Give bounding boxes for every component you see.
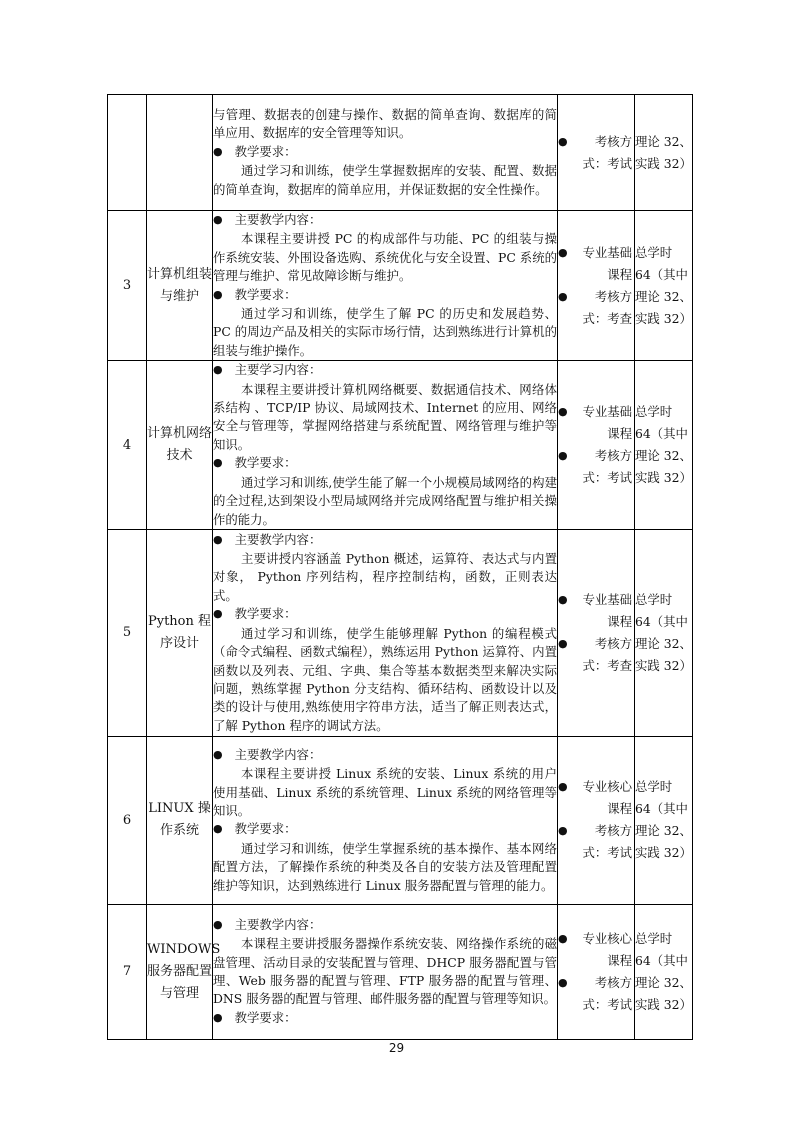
content-heading (213, 1009, 557, 1028)
content-heading (213, 211, 557, 230)
category-text: 考核方式：考试 (582, 133, 632, 171)
bullet-icon: ● (213, 532, 223, 546)
category-text: 专业核心课程 (582, 930, 632, 968)
content-heading (213, 361, 557, 380)
content-paragraph (213, 840, 557, 895)
content-heading (213, 820, 557, 839)
course-hours (635, 361, 693, 530)
hours-line: 总学时 (635, 591, 673, 607)
content-text: 主要学习内容： (234, 362, 322, 378)
course-category (558, 95, 635, 211)
bullet-icon: ● (213, 213, 223, 226)
hours-line: 实践 32） (635, 470, 692, 486)
category-item (558, 401, 634, 445)
bullet-icon: ● (558, 449, 568, 463)
content-text: 通过学习和训练，使学生掌握系统的基本操作、基本网络配置方法，了解操作系统的种类及各自的安装方法及管理配置维护等知识，达到熟练进行 Linux 服务器配置与管理的能力。 (213, 840, 557, 893)
content-heading (213, 916, 557, 935)
hours-line: 理论 32、 (635, 823, 692, 839)
bullet-icon: ● (558, 245, 568, 259)
category-item (558, 776, 634, 820)
course-name: LINUX 操作系统 (147, 736, 213, 904)
content-heading (213, 286, 557, 305)
category-text: 考核方式：考试 (582, 448, 632, 486)
course-row (108, 904, 693, 1039)
hours-line: 64（其中 (635, 266, 688, 282)
content-text: 通过学习和训练，使学生了解 PC 的历史和发展趋势、PC 的周边产品及相关的实际市场行情，达到熟练进行计算机的组装与维护操作。 (213, 306, 557, 358)
course-number (108, 95, 147, 211)
hours-line: 实践 32） (635, 310, 692, 326)
hours-line: 64（其中 (635, 426, 688, 442)
content-text: 本课程主要讲授 PC 的构成部件与功能、PC 的组装与操作系统安装、外围设备选购、系统优化与安全设置、PC 系统的管理与维护、常见故障诊断与维护。 (213, 231, 557, 284)
course-name: 计算机网络技术 (147, 361, 213, 530)
hours-line: 理论 32、 (635, 974, 692, 990)
bullet-icon: ● (213, 822, 223, 836)
category-item (558, 928, 634, 972)
hours-line: 实践 32） (635, 996, 692, 1012)
content-paragraph (213, 106, 557, 143)
bullet-icon: ● (558, 931, 568, 945)
content-heading (213, 605, 557, 624)
bullet-icon: ● (213, 747, 223, 761)
content-text: 教学要求： (234, 143, 297, 159)
course-row (108, 736, 693, 904)
content-text: 与管理、数据表的创建与操作、数据的简单查询、数据库的简单应用、数据库的安全管理等知识。 (213, 106, 557, 141)
bullet-icon: ● (558, 824, 568, 838)
content-paragraph (213, 625, 557, 735)
content-text: 通过学习和训练，使学生掌握数据库的安装、配置、数据的简单查询，数据库的简单应用，并保证数据的安全性操作。 (213, 163, 557, 197)
bullet-icon: ● (213, 456, 223, 470)
content-text: 主要教学内容： (234, 916, 322, 932)
content-paragraph (213, 550, 557, 605)
content-text: 通过学习和训练，使学生能够理解 Python 的编程模式（命令式编程、函数式编程），熟练运用 Python 运算符、内置函数以及列表、元组、字典、集合等基本数据类型来解决实际问题，熟练掌握 Python 分支结构、循环结构、函数设计以及类的设计与使用,熟练使用字符串方法，适当了解正则表达式，了解 Python 程序的调试方法。 (213, 625, 557, 733)
category-text: 专业核心课程 (582, 779, 632, 817)
hours-line: 64（其中 (635, 613, 688, 629)
content-heading (213, 746, 557, 765)
course-table-body (108, 95, 693, 1040)
course-row (108, 211, 693, 361)
bullet-icon: ● (558, 592, 568, 606)
course-name: WINDOWS 服务器配置与管理 (147, 904, 213, 1039)
category-item (558, 972, 634, 1016)
course-hours (635, 904, 693, 1039)
hours-line: 理论 32、 (635, 635, 692, 651)
course-content (213, 529, 558, 736)
content-text: 教学要求： (234, 286, 297, 302)
hours-line: 理论 32、 (635, 133, 692, 149)
content-text: 教学要求： (234, 1009, 297, 1025)
hours-line: 实践 32） (635, 155, 692, 171)
hours-line: 总学时 (635, 779, 673, 795)
course-content (213, 361, 558, 530)
course-content (213, 736, 558, 904)
course-number: 5 (108, 529, 147, 736)
category-text: 专业基础课程 (582, 404, 632, 442)
hours-line: 总学时 (635, 930, 673, 946)
course-number: 7 (108, 904, 147, 1039)
content-paragraph (213, 765, 557, 820)
hours-line: 理论 32、 (635, 448, 692, 464)
category-item (558, 286, 634, 330)
course-name (147, 95, 213, 211)
course-content (213, 904, 558, 1039)
course-category (558, 361, 635, 530)
hours-line: 总学时 (635, 244, 673, 260)
content-text: 本课程主要讲授计算机网络概要、数据通信技术、网络体系结构 、TCP/IP 协议、局域网技术、Internet 的应用、网络安全与管理等，掌握网络搭建与系统配置、网络管理与维护等知识。 (213, 381, 557, 452)
content-text: 主要教学内容： (234, 746, 322, 762)
bullet-icon: ● (213, 1010, 223, 1024)
content-heading (213, 531, 557, 550)
content-paragraph (213, 474, 557, 529)
bullet-icon: ● (558, 780, 568, 794)
bullet-icon: ● (558, 289, 568, 303)
bullet-icon: ● (213, 363, 223, 377)
content-text: 通过学习和训练,使学生能了解一个小规模局域网络的构建的全过程,达到架设小型局域网络并完成网络配置与维护相关操作的能力。 (213, 474, 557, 527)
category-item (558, 589, 634, 633)
category-text: 考核方式：考试 (582, 974, 632, 1012)
course-number: 4 (108, 361, 147, 530)
course-category (558, 529, 635, 736)
course-name: 计算机组装与维护 (147, 211, 213, 361)
category-text: 专业基础课程 (582, 244, 632, 282)
content-paragraph (213, 162, 557, 199)
bullet-icon: ● (213, 144, 223, 158)
category-text: 考核方式：考查 (582, 288, 632, 326)
content-text: 主要教学内容： (234, 531, 322, 547)
bullet-icon: ● (558, 134, 568, 148)
content-text: 教学要求： (234, 821, 297, 837)
content-heading (213, 454, 557, 473)
course-row (108, 361, 693, 530)
category-item (558, 820, 634, 864)
content-text: 主要讲授内容涵盖 Python 概述，运算符、表达式与内置对象， Python 序列结构，程序控制结构，函数，正则表达式。 (213, 551, 557, 603)
course-hours (635, 529, 693, 736)
course-table (107, 94, 693, 1040)
bullet-icon: ● (558, 405, 568, 419)
bullet-icon: ● (558, 636, 568, 650)
course-hours (635, 736, 693, 904)
course-row (108, 95, 693, 211)
course-content (213, 95, 558, 211)
content-text: 本课程主要讲授服务器操作系统安装、网络操作系统的磁盘管理、活动目录的安装配置与管理、DHCP 服务器配置与管理、Web 服务器的配置与管理、FTP 服务器的配置与管理、DNS 服务器的配置与管理、邮件服务器的配置与管理等知识。 (213, 936, 557, 1007)
content-text: 本课程主要讲授 Linux 系统的安装、Linux 系统的用户使用基础、Linux 系统的系统管理、Linux 系统的网络管理等知识。 (213, 766, 557, 818)
course-number: 6 (108, 736, 147, 904)
content-text: 教学要求： (234, 455, 297, 471)
course-content (213, 211, 558, 361)
hours-line: 64（其中 (635, 952, 688, 968)
content-text: 教学要求： (234, 606, 297, 622)
hours-line: 理论 32、 (635, 288, 692, 304)
page-number: 29 (388, 1041, 405, 1055)
hours-line: 实践 32） (635, 657, 692, 673)
category-text: 考核方式：考试 (582, 823, 632, 861)
course-category (558, 736, 635, 904)
content-paragraph (213, 230, 557, 285)
hours-line: 64（其中 (635, 801, 688, 817)
course-row (108, 529, 693, 736)
course-hours (635, 95, 693, 211)
bullet-icon: ● (213, 287, 223, 301)
category-item (558, 242, 634, 286)
course-hours (635, 211, 693, 361)
hours-line: 实践 32） (635, 845, 692, 861)
hours-line: 总学时 (635, 404, 673, 420)
content-heading (213, 143, 557, 162)
course-number: 3 (108, 211, 147, 361)
course-category (558, 211, 635, 361)
content-paragraph (213, 935, 557, 1009)
course-name: Python 程序设计 (147, 529, 213, 736)
category-item (558, 633, 634, 677)
category-text: 考核方式：考查 (582, 635, 632, 673)
content-paragraph (213, 381, 557, 455)
category-item (558, 131, 634, 175)
content-paragraph (213, 305, 557, 360)
bullet-icon: ● (558, 975, 568, 989)
bullet-icon: ● (213, 917, 223, 931)
category-text: 专业基础课程 (582, 591, 632, 629)
course-category (558, 904, 635, 1039)
category-item (558, 445, 634, 489)
bullet-icon: ● (213, 607, 223, 621)
content-text: 主要教学内容： (234, 212, 322, 227)
